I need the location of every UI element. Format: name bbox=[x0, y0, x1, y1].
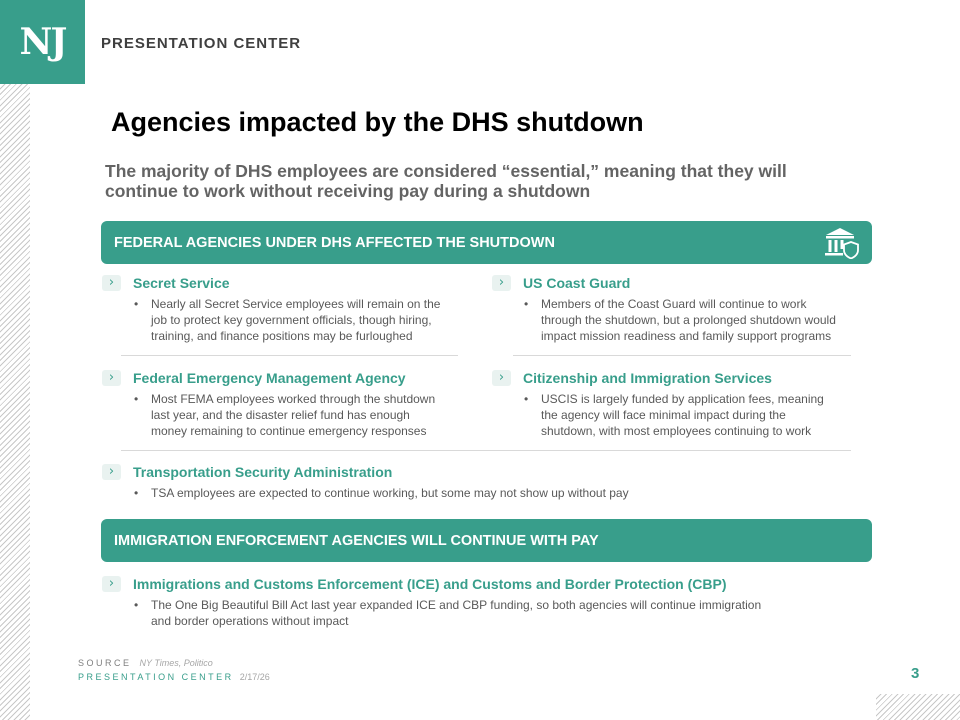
logo-text: NJ bbox=[19, 21, 66, 63]
agency-title: Citizenship and Immigration Services bbox=[523, 370, 772, 386]
detail-line: money remaining to continue emergency responses bbox=[151, 424, 427, 438]
decorative-hatch-bottom-right bbox=[876, 694, 960, 720]
chevron-right-icon: › bbox=[102, 464, 121, 480]
divider bbox=[121, 355, 458, 356]
agency-detail bbox=[151, 391, 483, 439]
page-title: Agencies impacted by the DHS shutdown bbox=[111, 107, 644, 137]
detail-line: • TSA employees are expected to continue working, but some may not show up without pay bbox=[151, 486, 629, 500]
detail-line: shutdown, with most employees continuing to work bbox=[541, 424, 812, 438]
agency-detail bbox=[541, 391, 873, 439]
agency-item-uscis bbox=[493, 370, 873, 439]
agency-title: Secret Service bbox=[133, 275, 230, 291]
detail-line: • Most FEMA employees worked through the shutdown bbox=[151, 392, 436, 406]
section-banner-label: FEDERAL AGENCIES UNDER DHS AFFECTED THE SHUTDOWN bbox=[114, 234, 555, 251]
detail-line: and border operations without impact bbox=[151, 614, 349, 628]
agency-detail bbox=[151, 597, 863, 629]
section-banner-federal-agencies bbox=[101, 221, 872, 264]
section-banner-immigration-enforcement bbox=[101, 519, 872, 562]
detail-line: last year, and the disaster relief fund has enough bbox=[151, 408, 410, 422]
government-building-shield-icon bbox=[824, 227, 860, 259]
agency-item-secret-service bbox=[103, 275, 483, 344]
agency-title: US Coast Guard bbox=[523, 275, 631, 291]
agency-title: Federal Emergency Management Agency bbox=[133, 370, 406, 386]
detail-line: through the shutdown, but a prolonged shutdown would bbox=[541, 313, 836, 327]
agency-detail bbox=[541, 296, 873, 344]
page-number: 3 bbox=[911, 665, 920, 682]
detail-line: • Members of the Coast Guard will continue to work bbox=[541, 297, 807, 311]
chevron-right-icon: › bbox=[102, 370, 121, 386]
chevron-right-icon: › bbox=[492, 275, 511, 291]
subtitle-line-2: continue to work without receiving pay during a shutdown bbox=[105, 181, 591, 201]
decorative-hatch-left bbox=[0, 84, 30, 720]
chevron-right-icon: › bbox=[102, 275, 121, 291]
source-value: NY Times, Politico bbox=[139, 658, 213, 668]
agency-item-coast-guard bbox=[493, 275, 873, 344]
detail-line: • Nearly all Secret Service employees will remain on the bbox=[151, 297, 441, 311]
footer-center-label bbox=[78, 672, 270, 682]
agency-title: Transportation Security Administration bbox=[133, 464, 393, 480]
detail-line: • The One Big Beautiful Bill Act last year expanded ICE and CBP funding, so both agencies will continue immigration bbox=[151, 598, 762, 612]
detail-line: the agency will face minimal impact during the bbox=[541, 408, 786, 422]
divider bbox=[121, 450, 851, 451]
agency-detail bbox=[151, 485, 863, 501]
presentation-center-label: PRESENTATION CENTER bbox=[78, 672, 234, 682]
agency-item-ice-cbp bbox=[103, 576, 863, 629]
agency-item-fema bbox=[103, 370, 483, 439]
source-label: SOURCE bbox=[78, 658, 132, 668]
agency-item-tsa bbox=[103, 464, 863, 501]
nj-logo bbox=[0, 0, 85, 84]
agency-title: Immigrations and Customs Enforcement (ICE) and Customs and Border Protection (CBP) bbox=[133, 576, 727, 592]
detail-line: • USCIS is largely funded by application fees, meaning bbox=[541, 392, 824, 406]
chevron-right-icon: › bbox=[102, 576, 121, 592]
source-note bbox=[78, 658, 213, 668]
section-banner-label: IMMIGRATION ENFORCEMENT AGENCIES WILL CONTINUE WITH PAY bbox=[114, 532, 599, 549]
divider bbox=[513, 355, 851, 356]
subtitle-line-1: The majority of DHS employees are considered “essential,” meaning that they will bbox=[105, 161, 787, 181]
header-label: PRESENTATION CENTER bbox=[101, 35, 302, 52]
detail-line: training, and finance positions may be furloughed bbox=[151, 329, 413, 343]
subtitle bbox=[105, 161, 865, 201]
detail-line: job to protect key government officials, though hiring, bbox=[151, 313, 432, 327]
footer-date: 2/17/26 bbox=[239, 672, 270, 682]
detail-line: impact mission readiness and family support programs bbox=[541, 329, 832, 343]
agency-detail bbox=[151, 296, 483, 344]
chevron-right-icon: › bbox=[492, 370, 511, 386]
